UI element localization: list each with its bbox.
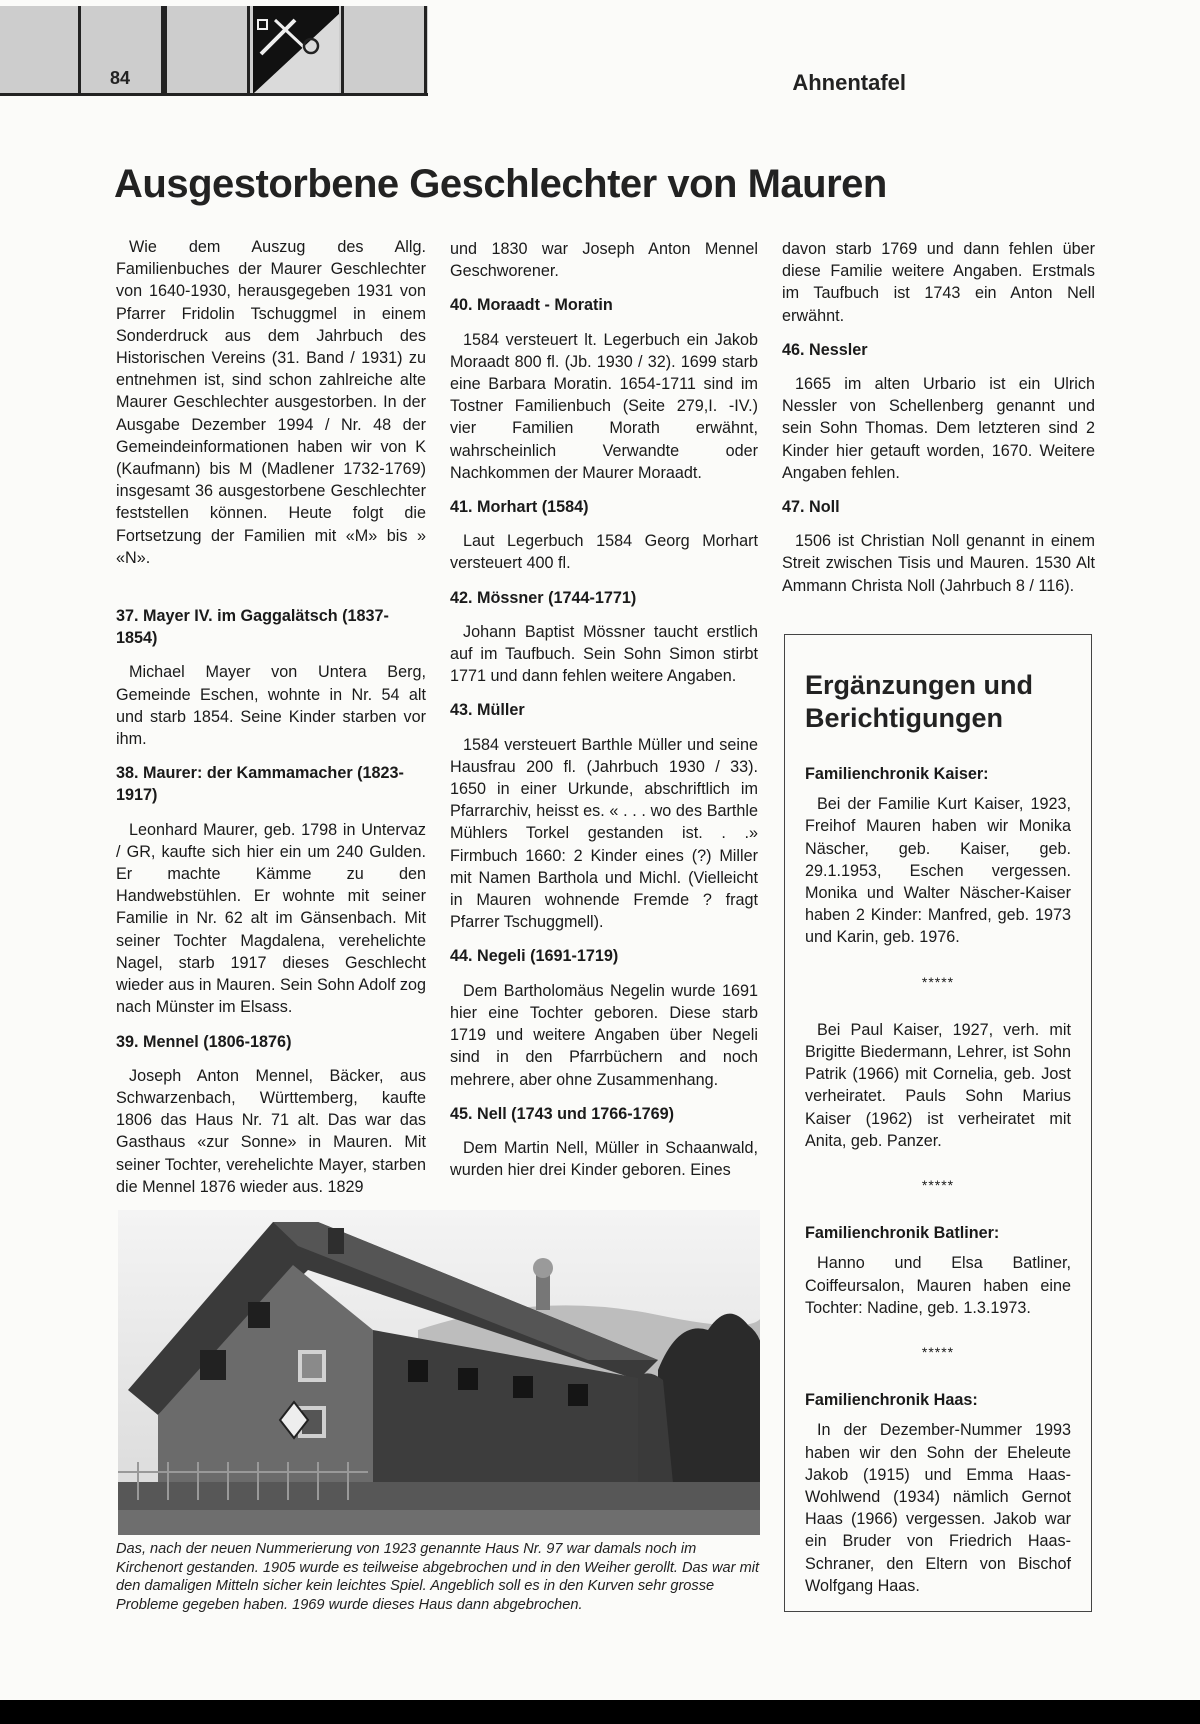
entry-heading: 38. Maurer: der Kammamacher (1823-1917) [116, 764, 404, 805]
entry-text-continued: davon starb 1769 und dann fehlen über diese Familie weitere Angaben. Erstmals im Taufbuch ist 1743 ein Anton Nell erwähnt. [782, 240, 1095, 325]
section-heading: Familienchronik Kaiser: [805, 765, 989, 783]
house-photo-image [118, 1210, 760, 1535]
photo-caption: Das, nach der neuen Nummerierung von 1923 genannte Haus Nr. 97 war damals noch im Kirchenort gestanden. 1905 wurde es teilweise abgebrochen und in den Weiher gerollt. Das war mit den damaligen Mitteln sicher kein leichtes Spiel. Angeblich soll es in den Kurven sehr grosse Probleme gegeben haben. 1969 wurde dieses Haus dann abgebrochen. [116, 1541, 760, 1613]
entry-heading: 47. Noll [782, 498, 840, 517]
entry-heading: 42. Mössner (1744-1771) [450, 588, 637, 607]
entry-heading: 46. Nessler [782, 340, 868, 359]
entry-heading: 45. Nell (1743 und 1766-1769) [450, 1104, 675, 1123]
section-heading: Familienchronik Batliner: [805, 1224, 1000, 1243]
section-paragraph: Bei Paul Kaiser, 1927, verh. mit Brigitte Biedermann, Lehrer, ist Sohn Patrik (1966) mit Cornelia, geb. Jost verheiratet. Pauls Sohn Marius Kaiser (1962) ist verheiratet mit Anita, geb. Panzer. [805, 1020, 1071, 1150]
house-photo [118, 1210, 760, 1535]
header-cell [0, 6, 81, 94]
separator: ***** [921, 1177, 955, 1194]
page-title: Ausgestorbene Geschlechter von Mauren [114, 162, 887, 206]
coat-of-arms-icon [253, 6, 339, 94]
header-cell [164, 6, 250, 94]
section-paragraph: Hanno und Elsa Batliner, Coiffeursalon, Mauren haben eine Tochter: Nadine, geb. 1.3.1973. [805, 1254, 1071, 1317]
page-number: 84 [110, 68, 131, 88]
entry-text: Laut Legerbuch 1584 Georg Morhart versteuert 400 fl. [450, 532, 758, 573]
entry-text: 1584 versteuert Barthle Müller und seine Hausfrau 200 fl. (Jahrbuch 1930 / 33). 1650 in einer Urkunde, abschriftlich im Pfarrarchiv, heisst es. « . . . wo des Barthle Mühlers Torkel gestanden ist. . .» Firmbuch 1660: 2 Kinder eines (?) Miller mit Namen Barthola und Michl. (Vielleicht in Mauren wohnende Fremde ? fragt Pfarrer Tschuggmell). [450, 735, 758, 932]
entry-heading: 44. Negeli (1691-1719) [450, 947, 619, 966]
entry-text: 1665 im alten Urbario ist ein Ulrich Nessler von Schellenberg genannt und sein Sohn Thomas. Dem letzteren sind 2 Kinder hier getauft worden, 1670. Weitere Angaben fehlen. [782, 375, 1095, 482]
entry-text: Leonhard Maurer, geb. 1798 in Untervaz / GR, kaufte sich hier ein um 240 Gulden. Er machte Kämme zu den Handwebstühlen. Er wohnte mit seiner Familie in Nr. 62 alt im Gänsenbach. Mit seiner Tochter Magdalena, verehelichte Nagel, starb 1917 dieses Geschlecht wieder aus in Mauren. Sein Sohn Adolf zog nach Münster im Elsass. [116, 820, 426, 1017]
entry-heading: 40. Moraadt - Moratin [450, 296, 613, 315]
entry-text: 1506 ist Christian Noll genannt in einem Streit zwischen Tisis und Mauren. 1530 Alt Ammann Christa Noll (Jahrbuch 8 / 116). [782, 532, 1095, 595]
section-paragraph: In der Dezember-Nummer 1993 haben wir den Sohn der Eheleute Jakob (1915) und Emma Haas-Wohlwend (1934) nämlich Gernot Haas (1966) vergessen. Jakob war ein Bruder von Friedrich Haas-Schraner, den Eltern von Bischof Wolfgang Haas. [805, 1421, 1071, 1595]
column-3 [782, 238, 1095, 597]
section-heading: Familienchronik Haas: [805, 1391, 978, 1410]
entry-text: Michael Mayer von Untera Berg, Gemeinde Eschen, wohnte in Nr. 54 alt und starb 1854. Seine Kinder starben vor ihm. [116, 663, 426, 749]
entry-text-continued: und 1830 war Joseph Anton Mennel Geschworener. [450, 240, 758, 281]
corrections-title: Ergänzungen und Berichtigungen [805, 670, 1033, 733]
entry-text: Dem Bartholomäus Negelin wurde 1691 hier eine Tochter geboren. Diese starb 1719 und weitere Angaben über Negeli sind in den Pfarrbüchern and noch mehrere, aber ohne Zusammenhang. [450, 981, 758, 1089]
section-label: Ahnentafel [792, 70, 906, 95]
entry-heading: 41. Morhart (1584) [450, 498, 589, 517]
column-1 [116, 236, 426, 1198]
entry-text: Johann Baptist Mössner taucht erstlich auf im Taufbuch. Sein Sohn Simon stirbt 1771 und dann fehlen weitere Angaben. [450, 622, 758, 686]
entry-text: Joseph Anton Mennel, Bäcker, aus Schwarzenbach, Württemberg, kaufte 1806 das Haus Nr. 71 alt. Das war das Gasthaus «zur Sonne» in Mauren. Mit seiner Tochter, verehelichte Mayer, starben die Mennel 1876 wieder aus. 1829 [116, 1066, 426, 1196]
section-paragraph: Bei der Familie Kurt Kaiser, 1923, Freihof Mauren haben wir Monika Näscher, geb. Kaiser, geb. 29.1.1953, Eschen vergessen. Monika und Walter Näscher-Kaiser haben 2 Kinder: Manfred, geb. 1973 und Karin, geb. 1976. [805, 795, 1071, 947]
entry-heading: 39. Mennel (1806-1876) [116, 1032, 292, 1051]
header-bar [0, 6, 428, 94]
header-rule [0, 93, 428, 96]
entry-text: 1584 versteuert lt. Legerbuch ein Jakob Moraadt 800 fl. (Jb. 1930 / 32). 1699 starb eine Barbara Moratin. 1654-1711 sind im Tostner Familienbuch (Seite 279,I. -IV.) vier Familien Morath erwähnt, wahrscheinlich Verwandte oder Nachkommen der Maurer Moraadt. [450, 330, 758, 482]
separator: ***** [921, 973, 955, 990]
entry-heading: 43. Müller [450, 701, 525, 720]
scan-border [0, 1700, 1200, 1724]
column-2 [450, 238, 758, 1181]
separator: ***** [921, 1344, 955, 1361]
intro-paragraph: Wie dem Auszug des Allg. Familienbuches der Maurer Geschlechter von 1640-1930, herausgegeben 1931 von Pfarrer Fridolin Tschuggmel in einem Sonderdruck aus dem Jahrbuch des Historischen Vereins (31. Band / 1931) zu entnehmen ist, sind schon zahlreiche alte Maurer Geschlechter ausgestorben. In der Ausgabe Dezember 1994 / Nr. 48 der Gemeindeinformationen haben wir von K (Kaufmann) bis M (Madlener 1732-1769) insgesamt 36 ausgestorbene Geschlechter feststellen können. Heute folgt die Fortsetzung der Familien mit «M» bis » «N». [116, 238, 426, 567]
entry-text: Dem Martin Nell, Müller in Schaanwald, wurden hier drei Kinder geboren. Eines [450, 1138, 758, 1180]
corrections-box [784, 634, 1092, 1612]
entry-heading: 37. Mayer IV. im Gaggalätsch (1837-1854) [116, 607, 389, 648]
header-cell [341, 6, 427, 94]
